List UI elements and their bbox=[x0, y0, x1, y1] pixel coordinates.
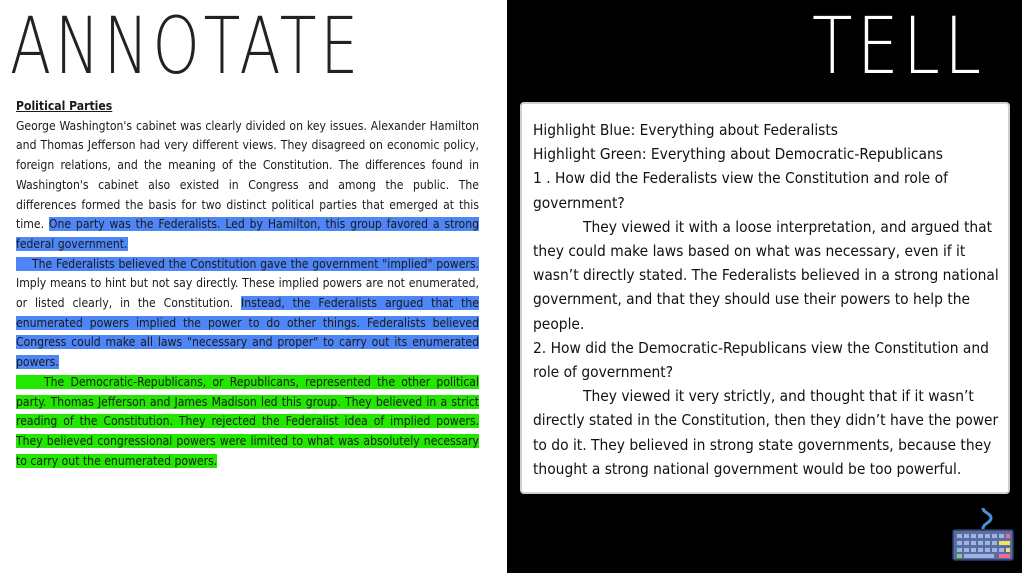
paragraph-1-text: George Washington's cabinet was clearly divided on key issues. Alexander Hamilton and Thomas Jefferson had very different views. They disagreed on economic policy, foreign relations, and the meaning of the Constitution. The differences found in Washington's cabinet also existed in Congress and among the public. The differences formed the basis for two distinct political parties that emerged at this time. bbox=[16, 118, 479, 232]
keyboard-icon bbox=[950, 503, 1016, 563]
tell-title: TELL bbox=[812, 2, 986, 92]
article-paragraph-3 bbox=[16, 373, 479, 472]
paragraph-2-text: Imply means to hint but not say directly. These implied powers are not enumerated, or listed clearly, in the Constitution. bbox=[16, 276, 479, 311]
question-2: 2. How did the Democratic-Republicans view the Constitution and role of government? bbox=[533, 338, 989, 382]
answer-2: They viewed it very strictly, and thought that if it wasn’t directly stated in the Constitution, then they didn’t have the power to do it. They believed in strong state governments, because they thought a strong national government would be too powerful. bbox=[533, 387, 999, 478]
highlight-blue-federalists-1: One party was the Federalists. Led by Hamilton, this group favored a strong federal government. bbox=[16, 217, 479, 251]
article-paragraph-2 bbox=[16, 255, 479, 373]
article bbox=[16, 97, 479, 471]
article-paragraph-1 bbox=[16, 117, 479, 255]
highlight-blue-federalists-3: Instead, the Federalists argued that the enumerated powers implied the power to do other things. Federalists believed Congress could make all laws "necessary and proper" to carry out its enumerated powers. bbox=[16, 296, 479, 370]
article-heading: Political Parties bbox=[16, 99, 113, 113]
highlight-green-republicans: The Democratic-Republicans, or Republicans, represented the other political party. Thomas Jefferson and James Madison led this group. They believed in a strict reading of the Constitution. They rejected the Federalist idea of implied powers. They believed congressional powers were limited to what was absolutely necessary to carry out the enumerated powers. bbox=[16, 374, 479, 468]
legend-green: Highlight Green: Everything about Democratic-Republicans bbox=[533, 145, 944, 164]
question-1: 1 . How did the Federalists view the Constitution and role of government? bbox=[533, 169, 948, 212]
legend-blue: Highlight Blue: Everything about Federalists bbox=[533, 121, 839, 139]
answer-1: They viewed it with a loose interpretation, and argued that they could make laws based on what was necessary, even if it wasn’t directly stated. The Federalists believed in a strong national government, and that they should use their powers to help the people. bbox=[533, 217, 999, 333]
answer-text-box[interactable] bbox=[520, 102, 1010, 494]
annotate-panel bbox=[0, 0, 507, 573]
tell-panel bbox=[507, 0, 1022, 573]
annotate-title: ANNOTATE bbox=[10, 2, 363, 92]
highlight-blue-federalists-2: The Federalists believed the Constitution gave the government "implied" powers. bbox=[16, 257, 479, 271]
